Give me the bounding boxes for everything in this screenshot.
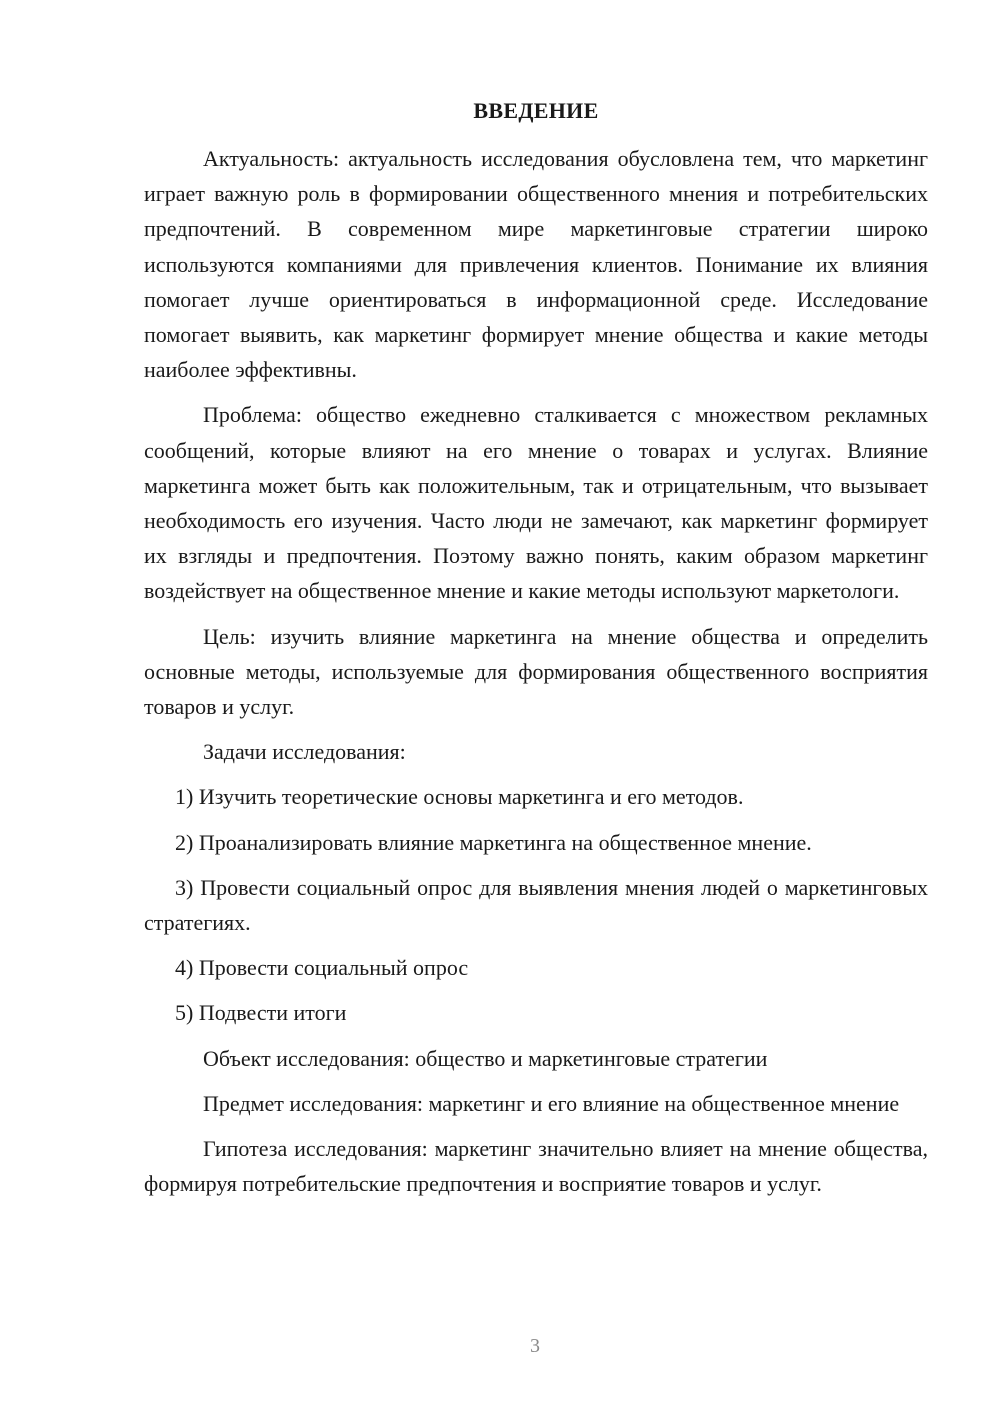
paragraph-goal: Цель: изучить влияние маркетинга на мнение общества и определить основные методы, используемые для формирования общественного восприятия товаров и услуг. [144,623,928,720]
task-item-1: 1) Изучить теоретические основы маркетинга и его методов. [175,784,744,810]
task-item-3: 3) Провести социальный опрос для выявления мнения людей о маркетинговых стратегиях. [144,874,928,936]
page-title: ВВЕДЕНИЕ [473,98,599,123]
paragraph-relevance: Актуальность: актуальность исследования обусловлена тем, что маркетинг играет важную роль в формировании общественного мнения и потребительских предпочтений. В современном мире маркетинговые стратегии широко используются компаниями для привлечения клиентов. Понимание их влияния помогает лучше ориентироваться в информационной среде. Исследование помогает выявить, как маркетинг формирует мнение общества и какие методы наиболее эффективны. [144,146,928,383]
task-item-2: 2) Проанализировать влияние маркетинга на общественное мнение. [175,829,812,855]
paragraph-object: Объект исследования: общество и маркетинговые стратегии [203,1045,768,1071]
paragraph-hypothesis: Гипотеза исследования: маркетинг значительно влияет на мнение общества, формируя потребительские предпочтения и восприятие товаров и услуг. [144,1136,928,1197]
paragraph-subject: Предмет исследования: маркетинг и его влияние на общественное мнение [203,1090,900,1116]
task-item-4: 4) Провести социальный опрос [175,955,469,981]
paragraph-tasks-heading: Задачи исследования: [203,739,406,765]
paragraph-problem: Проблема: общество ежедневно сталкивается с множеством рекламных сообщений, которые влияют на его мнение о товарах и услугах. Влияние маркетинга может быть как положительным, так и отрицательным, что вызывает необходимость его изучения. Часто люди не замечают, как маркетинг формирует их взгляды и предпочтения. Поэтому важно понять, каким образом маркетинг воздействует на общественное мнение и какие методы используют маркетологи. [144,402,928,604]
document-body [144,141,928,1211]
page-number: 3 [530,1335,540,1357]
task-item-5: 5) Подвести итоги [175,1000,347,1026]
